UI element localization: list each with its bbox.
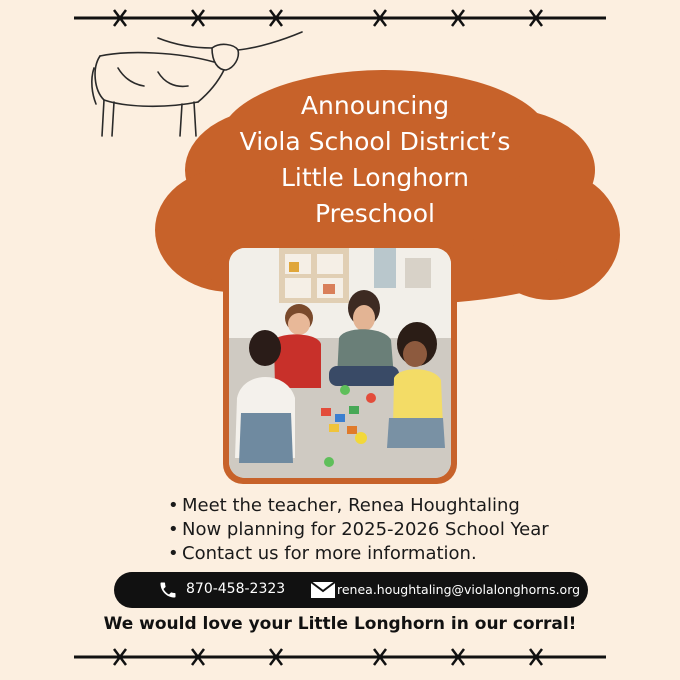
classroom-photo <box>229 248 451 478</box>
bullet-item: • Meet the teacher, Renea Houghtaling <box>168 495 520 516</box>
phone-number[interactable]: 870-458-2323 <box>186 581 286 597</box>
contact-bar <box>114 572 588 608</box>
announcement-headline <box>200 88 550 232</box>
email-address[interactable]: renea.houghtaling@violalonghorns.org <box>337 582 581 597</box>
info-bullets <box>168 494 549 566</box>
mail-icon <box>310 581 336 599</box>
phone-icon <box>158 580 178 600</box>
bullet-item: • Contact us for more information. <box>168 543 477 564</box>
headline-line-4: Preschool <box>315 199 435 228</box>
barbed-wire-top <box>74 6 606 30</box>
tagline: We would love your Little Longhorn in our corral! <box>103 614 577 634</box>
bullet-item: • Now planning for 2025-2026 School Year <box>168 519 549 540</box>
headline-line-1: Announcing <box>300 91 450 120</box>
headline-line-3: Little Longhorn <box>280 163 470 192</box>
headline-line-2: Viola School District’s <box>239 127 511 156</box>
barbed-wire-bottom <box>74 645 606 669</box>
